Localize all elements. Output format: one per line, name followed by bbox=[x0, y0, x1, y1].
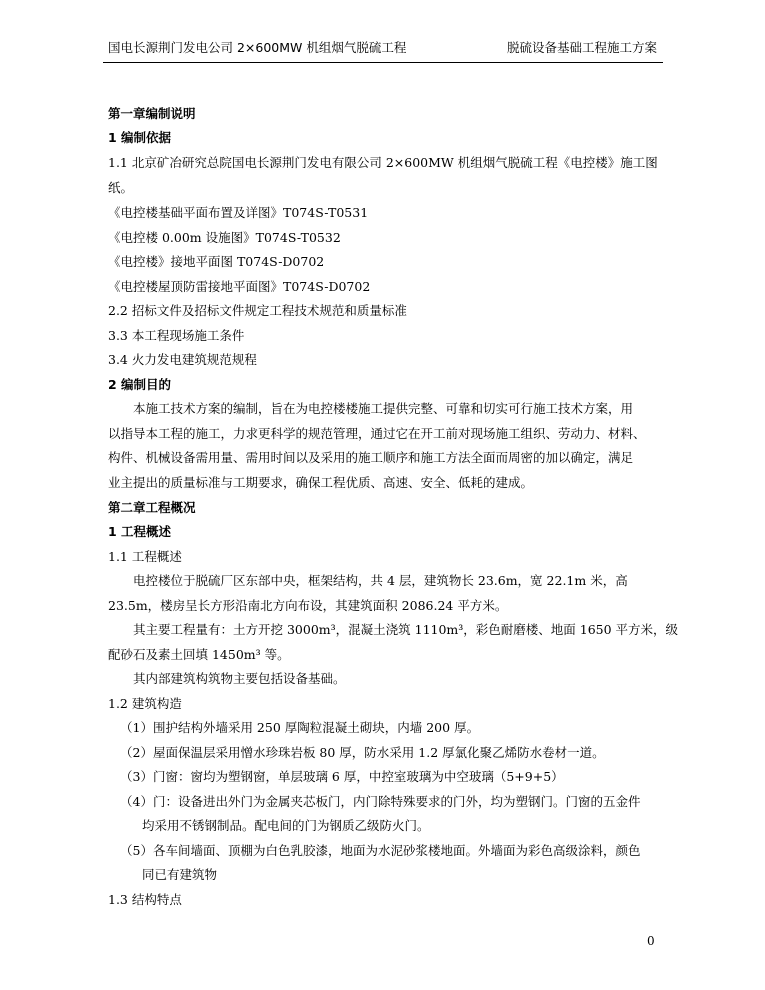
text-line: 1.3 结构特点 bbox=[108, 892, 182, 907]
text-line: 1.1 工程概述 bbox=[108, 549, 182, 564]
paragraph-line: 23.5m，楼房呈长方形沿南北方向布设，其建筑面积 2086.24 平方米。 bbox=[108, 598, 508, 613]
text-line: 2.2 招标文件及招标文件规定工程技术规范和质量标准 bbox=[108, 303, 407, 318]
paragraph-line: 构件、机械设备需用量、需用时间以及采用的施工顺序和施工方法全面而周密的加以确定，满足 bbox=[108, 450, 634, 465]
text-line: 纸。 bbox=[108, 180, 134, 195]
paragraph-line: 电控楼位于脱硫厂区东部中央，框架结构，共 4 层，建筑物长 23.6m，宽 22.1m 米，高 bbox=[133, 573, 628, 588]
paragraph-line: 其内部建筑构筑物主要包括设备基础。 bbox=[133, 671, 346, 686]
header-right: 脱硫设备基础工程施工方案 bbox=[506, 40, 657, 55]
text-line: 3.3 本工程现场施工条件 bbox=[108, 328, 245, 343]
text-line: 《电控楼 0.00m 设施图》T074S-T0532 bbox=[108, 230, 341, 245]
list-item: （1）围护结构外墙采用 250 厚陶粒混凝土砌块，内墙 200 厚。 bbox=[120, 720, 480, 735]
list-item: （5）各车间墙面、顶棚为白色乳胶漆，地面为水泥砂浆楼地面。外墙面为彩色高级涂料，颜色 bbox=[120, 843, 641, 858]
text-line: 1.1 北京矿冶研究总院国电长源荆门发电有限公司 2×600MW 机组烟气脱硫工程《电控楼》施工图 bbox=[108, 155, 658, 170]
text-line: 《电控楼屋顶防雷接地平面图》T074S-D0702 bbox=[108, 279, 371, 294]
paragraph-line: 本施工技术方案的编制，旨在为电控楼楼施工提供完整、可靠和切实可行施工技术方案，用 bbox=[133, 401, 634, 416]
section-title: 2 编制目的 bbox=[108, 377, 172, 392]
paragraph-line: 配砂石及素土回填 1450m³ 等。 bbox=[108, 647, 290, 662]
chapter-1-title: 第一章编制说明 bbox=[108, 106, 196, 121]
list-item: （4）门：设备进出外门为金属夹芯板门，内门除特殊要求的门外，均为塑钢门。门窗的五金件 bbox=[120, 794, 641, 809]
chapter-2-title: 第二章工程概况 bbox=[108, 500, 196, 515]
section-title: 1 工程概述 bbox=[108, 524, 172, 539]
list-item: （2）屋面保温层采用憎水珍珠岩板 80 厚，防水采用 1.2 厚氯化聚乙烯防水卷材一道。 bbox=[120, 745, 605, 760]
header-divider bbox=[103, 62, 663, 63]
paragraph-line: 其主要工程量有：土方开挖 3000m³，混凝土浇筑 1110m³，彩色耐磨楼、地面 1650 平方米，级 bbox=[133, 622, 679, 637]
list-item-continuation: 均采用不锈钢制品。配电间的门为钢质乙级防火门。 bbox=[142, 818, 430, 833]
header-left: 国电长源荆门发电公司 2×600MW 机组烟气脱硫工程 bbox=[108, 40, 407, 55]
text-line: 《电控楼基础平面布置及详图》T074S-T0531 bbox=[108, 205, 369, 220]
text-line: 3.4 火力发电建筑规范规程 bbox=[108, 352, 257, 367]
page-number: 0 bbox=[647, 934, 655, 948]
list-item-continuation: 同已有建筑物 bbox=[142, 867, 218, 882]
text-line: 《电控楼》接地平面图 T074S-D0702 bbox=[108, 254, 325, 269]
text-line: 1.2 建筑构造 bbox=[108, 696, 182, 711]
paragraph-line: 业主提出的质量标准与工期要求，确保工程优质、高速、安全、低耗的建成。 bbox=[108, 475, 534, 490]
section-title: 1 编制依据 bbox=[108, 130, 172, 145]
paragraph-line: 以指导本工程的施工，力求更科学的规范管理，通过它在开工前对现场施工组织、劳动力、材料、 bbox=[108, 426, 646, 441]
list-item: （3）门窗：窗均为塑钢窗，单层玻璃 6 厚，中控室玻璃为中空玻璃（5+9+5） bbox=[120, 769, 564, 784]
